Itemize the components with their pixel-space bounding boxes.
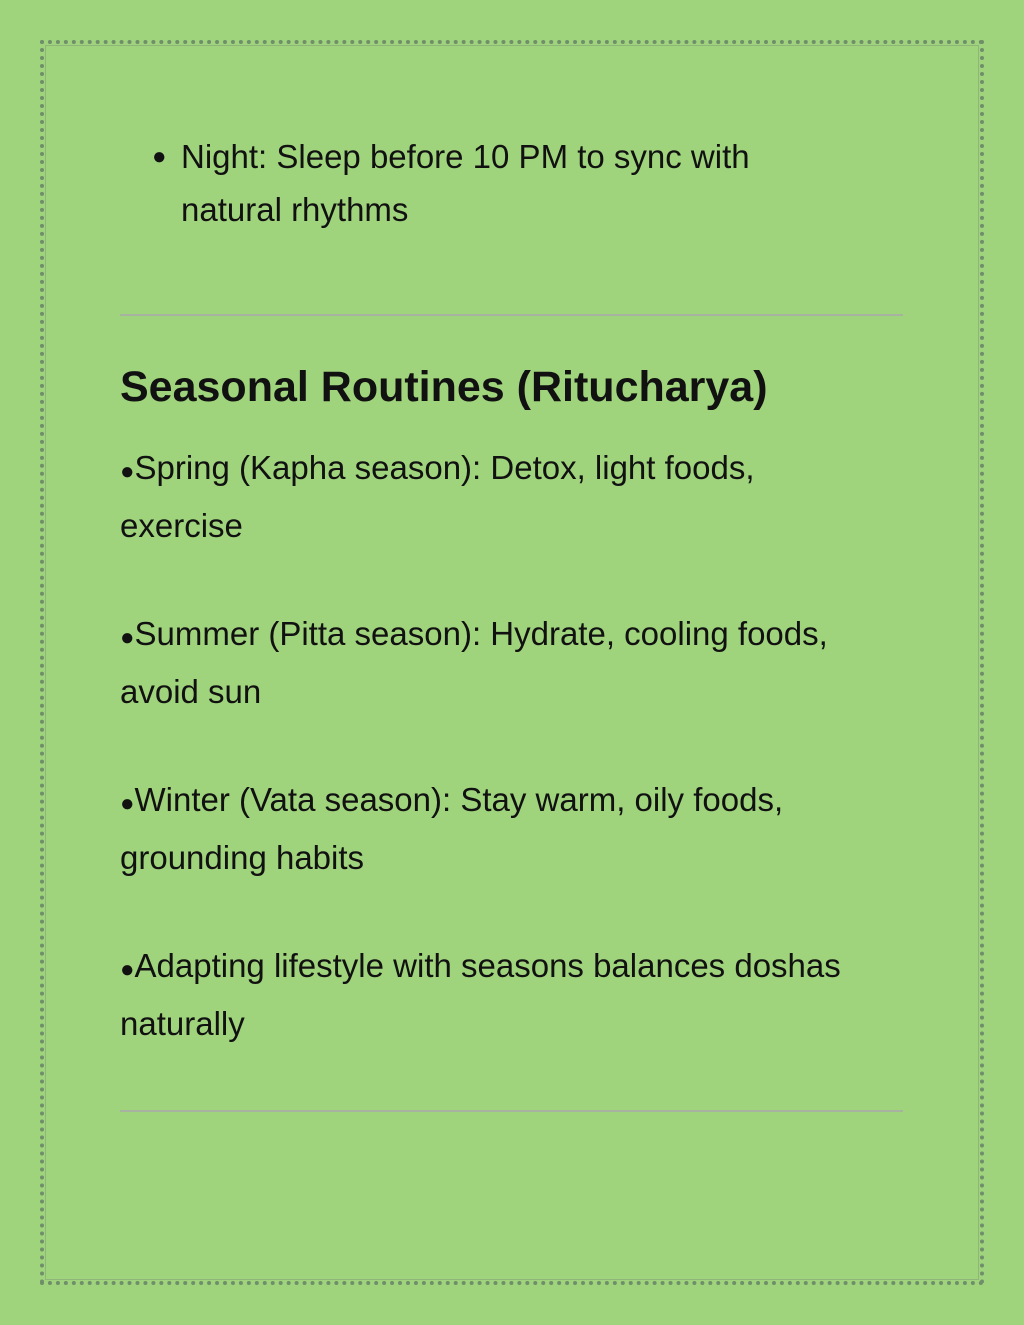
bullet-marker: ● [120, 956, 135, 983]
bullet-marker: ● [152, 143, 167, 170]
night-bullet-text: Night: Sleep before 10 PM to sync with natural rhythms [181, 138, 750, 228]
season-item-text: Spring (Kapha season): Detox, light foods, exercise [120, 449, 755, 544]
season-item-text: Winter (Vata season): Stay warm, oily foods, grounding habits [120, 781, 784, 876]
season-item-winter [120, 773, 860, 885]
season-item-text: Adapting lifestyle with seasons balances doshas naturally [120, 947, 841, 1042]
bullet-marker: ● [120, 458, 135, 485]
night-bullet-item [152, 130, 752, 236]
season-item-text: Summer (Pitta season): Hydrate, cooling foods, avoid sun [120, 615, 828, 710]
bullet-marker: ● [120, 790, 135, 817]
season-item-summer [120, 607, 860, 719]
bullet-marker: ● [120, 624, 135, 651]
season-item-spring [120, 441, 860, 553]
seasonal-routines-heading: Seasonal Routines (Ritucharya) [120, 363, 768, 411]
seasonal-list [120, 441, 860, 1105]
season-item-adapting [120, 939, 860, 1051]
divider-bottom [120, 1110, 903, 1112]
divider-top [120, 314, 903, 316]
